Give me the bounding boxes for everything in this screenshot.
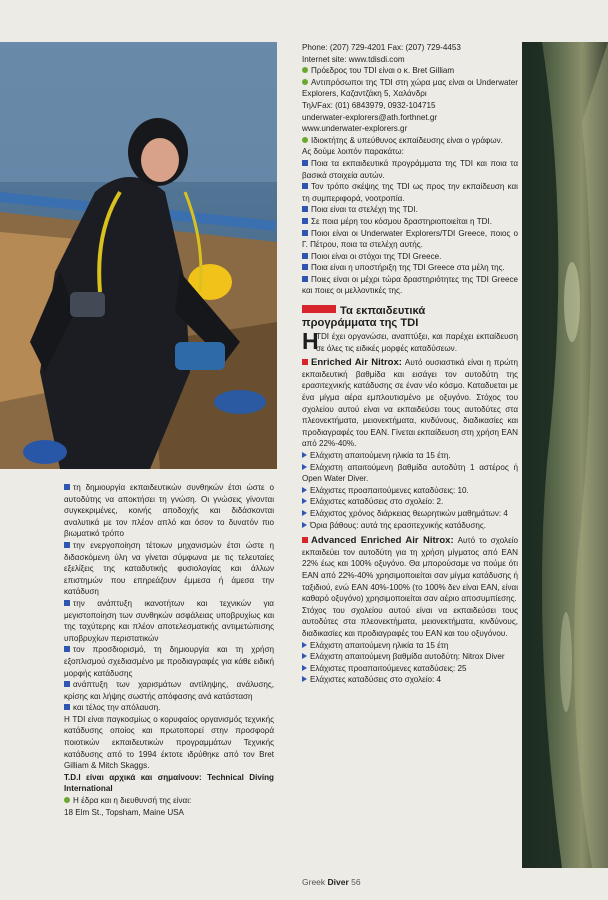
goal-item: την ενεργοποίηση τέτοιων μηχανισμών έτσι ώστε η διδασκόμενη ύλη να γίνεται σύμφωνα με τις τελευταίες εξελίξεις της καταδυτικής φυσιολογίας και άλλων επιστημών που επηρεάζουν έμμεσα ή άμεσα την κατάδυση	[64, 540, 274, 597]
magazine-prefix: Greek	[302, 877, 326, 887]
ean-requirement: Όρια βάθους: αυτά της ερασιτεχνικής κατάδυσης.	[302, 520, 518, 532]
triangle-bullet-icon	[302, 653, 307, 659]
local-website: www.underwater-explorers.gr	[302, 124, 408, 134]
bullet-circle-icon	[302, 137, 308, 143]
goal-item: την ανάπτυξη ικανοτήτων και τεχνικών για μεγιστοποίηση των συνθηκών ασφάλειας υποβρυχίως και της ταχύτερης και πλέον αποτελεσματικής αντιμετώπισης υποβρυχίων περιστατικών	[64, 598, 274, 643]
goal-item: ανάπτυξη των χαρισμάτων αντίληψης, ανάλυσης, κρίσης και λήψης σωστής απόφασης ανά κατάσταση	[64, 680, 274, 701]
page-footer	[302, 877, 361, 887]
hq-label: Η έδρα και η διευθυνσή της είναι:	[64, 795, 274, 807]
ean-requirement: Ελάχιστος χρόνος διάρκειας θεωρητικών μαθημάτων: 4	[302, 508, 518, 520]
question-item: Τον τρόπο σκέψης της TDI ως προς την εκπαίδευση και τη συμπεριφορά, νοοτροπία.	[302, 182, 518, 203]
email: underwater-explorers@ath.forthnet.gr	[302, 112, 438, 122]
red-bar-icon	[302, 305, 336, 313]
ean-requirement: Ελάχιστη απαιτούμενη βαθμίδα αυτοδύτη 1 αστέρος ή Open Water Diver.	[302, 462, 518, 484]
bullet-square-icon	[302, 206, 308, 212]
ean-paragraph: Enriched Air Nitrox: Αυτό ουσιαστικά είναι η πρώτη εκπαιδευτική βαθμίδα και εισάγει τον αυτοδύτη της ερασιτεχνικής κατάδυσης σε έναν νέο κόσμο. Καταδυεται με ένα μίγμα αέρα εμπλουτισμένο με οξυγόνο. Στόχος του σχολείου αυτού είναι να εκπαιδεύσει τους αυτοδύτες στα πλεονεκτήματα, μειονεκτήματα, κινδύνους, διαδικασίες και προδιαγραφές του EAN. Γίνεται εκπαίδευση στη χρήση EAN από 22%-40%.	[302, 357, 519, 449]
cave-photo	[522, 42, 608, 868]
question-item: Ποιες είναι οι μέχρι τώρα δραστηριότητες της TDI Greece και ποιες οι μελλοντικές της.	[302, 274, 518, 296]
bullet-square-icon	[64, 600, 70, 606]
page-number: 56	[351, 877, 361, 887]
questions-intro: Ας δούμε λοιπόν παρακάτω:	[302, 147, 404, 157]
bullet-square-icon	[64, 681, 70, 687]
bullet-square-icon	[302, 160, 308, 166]
bullet-square-icon	[302, 230, 308, 236]
right-column	[302, 42, 518, 686]
ean-requirement: Ελάχιστες προαπαιτούμενες καταδύσεις: 10.	[302, 485, 518, 497]
bullet-square-icon	[302, 264, 308, 270]
aean-requirement: Ελάχιστες προαπαιτούμενες καταδύσεις: 25	[302, 663, 518, 675]
triangle-bullet-icon	[302, 464, 307, 470]
triangle-bullet-icon	[302, 510, 307, 516]
intro-paragraph: τη δημιουργία εκπαιδευτικών συνθηκών έτσι ώστε ο αυτοδύτης να αποκτήσει τη γνώση. Οι γνώσεις γίνονται συγκεκριμένες, κοινής αποδοχής και διδάσκονται αναλυτικά με τον πλέον απλό και όσον το δυνατόν πιο βιωματικό τρόπο	[64, 483, 274, 539]
question-item: Ποια είναι η υποστήριξη της TDI Greece στα μέλη της.	[302, 262, 518, 274]
history-paragraph: Η TDI είναι παγκοσμίως ο κορυφαίος οργανισμός τεχνικής κατάδυσης οποίος και πρωτοπορεί στην προσφορά ποιοτικών εκπαιδευτικών προγραμμάτων Τεχνικής κατάδυσης από το 1994 έκτοτε ιδρύθηκε από τον Bret Gilliam & Mitch Skaggs.	[64, 714, 274, 771]
bullet-square-icon	[302, 276, 308, 282]
ean-requirement: Ελάχιστες καταδύσεις στο σχολείο: 2.	[302, 496, 518, 508]
triangle-bullet-icon	[302, 487, 307, 493]
triangle-bullet-icon	[302, 642, 307, 648]
bullet-square-icon	[302, 183, 308, 189]
red-square-icon	[302, 359, 308, 365]
initials-heading: T.D.I είναι αρχικά και σημαίνουν: Technical Diving International	[64, 772, 274, 794]
goal-item: τον προσδιορισμό, τη δημιουργία και τη χρήση εξοπλισμού σχεδιασμένο με προδιαγραφές για κάθε ειδική μορφής κατάδυσης	[64, 645, 274, 678]
bullet-square-icon	[64, 704, 70, 710]
triangle-bullet-icon	[302, 665, 307, 671]
hq-address: 18 Elm St., Topsham, Maine USA	[64, 807, 184, 817]
aean-paragraph: Advanced Enriched Air Nitrox: Αυτό το σχολείο εκπαιδεύει τον αυτοδύτη για τη χρήση μίγματος από EAN 22% έως και 100% οξυγόνο. Θα μπορούσαμε να πούμε ότι EAN από 22%-40% χρησιμοποιείται σαν μίγμα κατάδυσης ή ταξιδιού, ενώ EAN 40%-100% (το 100% δεν είναι EAN, είναι καθαρό οξυγόνο) χρησιμοποιείται σαν αέριο αποσυμπίεσης.	[302, 535, 519, 604]
website: Internet site: www.tdisdi.com	[302, 54, 405, 64]
magazine-name: Diver	[327, 877, 349, 887]
bullet-square-icon	[64, 646, 70, 652]
question-item: Ποια είναι τα στελέχη της TDI.	[302, 204, 518, 216]
section-intro: Η TDI έχει οργανώσει, αναπτύξει, και παρέχει εκπαίδευση σε όλες τις ειδικές μορφές καταδύσεων.	[302, 328, 518, 355]
diver-photo	[0, 42, 277, 469]
representative-line: Αντιπρόσωποι της TDI στη χώρα μας είναι οι Underwater Explorers, Καζαντζάκη 5, Χαλάνδρι	[302, 77, 518, 99]
president-line: Πρόεδρος του TDI είναι o κ. Bret Gilliam	[302, 65, 518, 77]
aean-requirement: Ελάχιστη απαιτούμενη βαθμίδα αυτοδύτη: Nitrox Diver	[302, 651, 518, 663]
aean-paragraph-2: Στόχος του σχολείου αυτού είναι να εκπαιδεύσει τους αυτοδύτες στα πλεονεκτήματα, μειονεκτήματα, κινδύνους, διαδικασίες και προδιαγραφές του EAN και του οξυγόνου.	[302, 605, 518, 638]
bullet-square-icon	[302, 253, 308, 259]
question-item: Σε ποια μέρη του κόσμου δραστηριοποιείται η TDI.	[302, 216, 518, 228]
ean-requirement: Ελάχιστη απαιτούμενη ηλικία τα 15 έτη.	[302, 450, 518, 462]
question-item: Ποια τα εκπαιδευτικά προγράμματα της TDI και ποια τα βασικά στοιχεία αυτών.	[302, 158, 518, 180]
question-item: Ποιοι είναι οι Underwater Explorers/TDI Greece, ποιος ο Γ. Πέτρου, ποια τα στελέχη αυτής.	[302, 228, 518, 250]
question-item: Ποιοι είναι οι στόχοι της TDI Greece.	[302, 251, 518, 263]
aean-requirement: Ελάχιστες καταδύσεις στο σχολείο: 4	[302, 674, 518, 686]
section-title: Τα εκπαιδευτικά προγράμματα της TDI	[302, 305, 426, 330]
triangle-bullet-icon	[302, 452, 307, 458]
goal-item: και τέλος την απόλαυση.	[64, 702, 274, 714]
red-square-icon	[302, 537, 308, 543]
aean-requirement: Ελάχιστη απαιτούμενη ηλικία τα 15 έτη	[302, 640, 518, 652]
triangle-bullet-icon	[302, 498, 307, 504]
owner-line: Ιδιοκτήτης & υπεύθυνος εκπαίδευσης είναι ο γράφων.	[302, 135, 518, 147]
bullet-square-icon	[64, 484, 70, 490]
tel-fax: Τηλ/Fax: (01) 6843979, 0932-104715	[302, 100, 436, 110]
left-column	[64, 482, 274, 818]
triangle-bullet-icon	[302, 522, 307, 528]
phone-fax: Phone: (207) 729-4201 Fax: (207) 729-4453	[302, 43, 461, 52]
bullet-circle-icon	[302, 79, 308, 85]
bullet-square-icon	[64, 542, 70, 548]
bullet-circle-icon	[302, 67, 308, 73]
bullet-square-icon	[302, 218, 308, 224]
bullet-circle-icon	[64, 797, 70, 803]
drop-cap: Η	[302, 328, 319, 355]
triangle-bullet-icon	[302, 676, 307, 682]
